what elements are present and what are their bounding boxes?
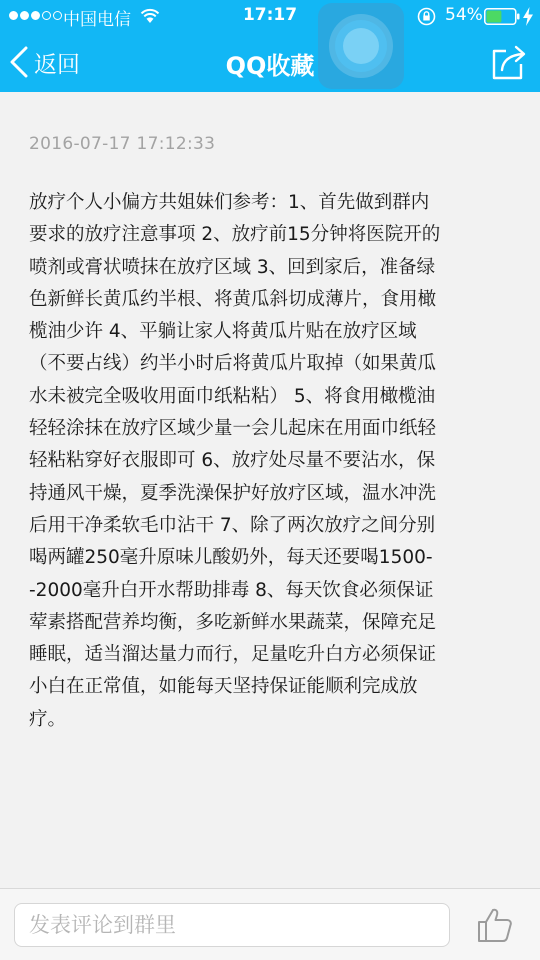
comment-input[interactable] xyxy=(14,903,450,947)
battery-icon xyxy=(484,8,520,25)
post-body-line: 水未被完全吸收用面巾纸粘粘） 5、将食用橄榄油 xyxy=(29,385,436,407)
page-title: QQ收藏 xyxy=(225,52,315,80)
post-body-line: 要求的放疗注意事项 2、放疗前15分钟将医院开的 xyxy=(29,224,441,246)
battery-percent: 54% xyxy=(445,5,483,25)
post-body-line: -2000毫升白开水帮助排毒 8、每天饮食必须保证 xyxy=(29,579,434,601)
assistive-touch-icon[interactable] xyxy=(318,3,404,89)
post-body-line: 睡眠，适当溜达量力而行，足量吃升白方必须保证 xyxy=(29,644,437,666)
post-body-line: 后用干净柔软毛巾沾干 7、除了两次放疗之间分别 xyxy=(29,514,436,536)
post-body-line: 色新鲜长黄瓜约半根、将黄瓜斜切成薄片，食用橄 xyxy=(29,288,437,310)
status-bar xyxy=(0,0,540,32)
post-body-line: 喝两罐250毫升原味儿酸奶外，每天还要喝1500- xyxy=(29,547,433,569)
post-timestamp: 2016-07-17 17:12:33 xyxy=(29,134,216,154)
comment-bar xyxy=(0,888,540,960)
post-body-line: 小白在正常值，如能每天坚持保证能顺利完成放 xyxy=(29,676,418,698)
share-icon[interactable] xyxy=(490,43,528,81)
favorite-detail xyxy=(0,92,540,888)
top-header xyxy=(0,0,540,92)
post-body-line: 榄油少许 4、平躺让家人将黄瓜片贴在放疗区域 xyxy=(29,321,417,343)
post-body-line: 荤素搭配营养均衡，多吃新鲜水果蔬菜，保障充足 xyxy=(29,611,437,633)
post-body-line: （不要占线）约半小时后将黄瓜片取掉（如果黄瓜 xyxy=(29,353,437,375)
clock: 17:17 xyxy=(242,5,298,25)
back-label: 返回 xyxy=(34,51,80,78)
charging-icon xyxy=(522,7,534,26)
post-body xyxy=(29,187,513,736)
navigation-bar xyxy=(0,32,540,92)
post-body-line: 轻粘粘穿好衣服即可 6、放疗处尽量不要沾水，保 xyxy=(29,450,436,472)
post-body-line: 疗。 xyxy=(29,708,67,730)
carrier-label: 中国电信 xyxy=(63,10,131,30)
post-body-line: 喷剂或膏状喷抹在放疗区域 3、回到家后，准备绿 xyxy=(29,256,436,278)
rotation-lock-icon xyxy=(417,7,436,26)
post-body-line: 持通风干燥，夏季洗澡保护好放疗区域，温水冲洗 xyxy=(29,482,437,504)
post-body-line: 放疗个人小偏方共姐妹们参考：1、首先做到群内 xyxy=(29,192,430,213)
post-body-line: 轻轻涂抹在放疗区域少量一会儿起床在用面巾纸轻 xyxy=(29,418,437,440)
thumbs-up-icon[interactable] xyxy=(476,906,514,944)
